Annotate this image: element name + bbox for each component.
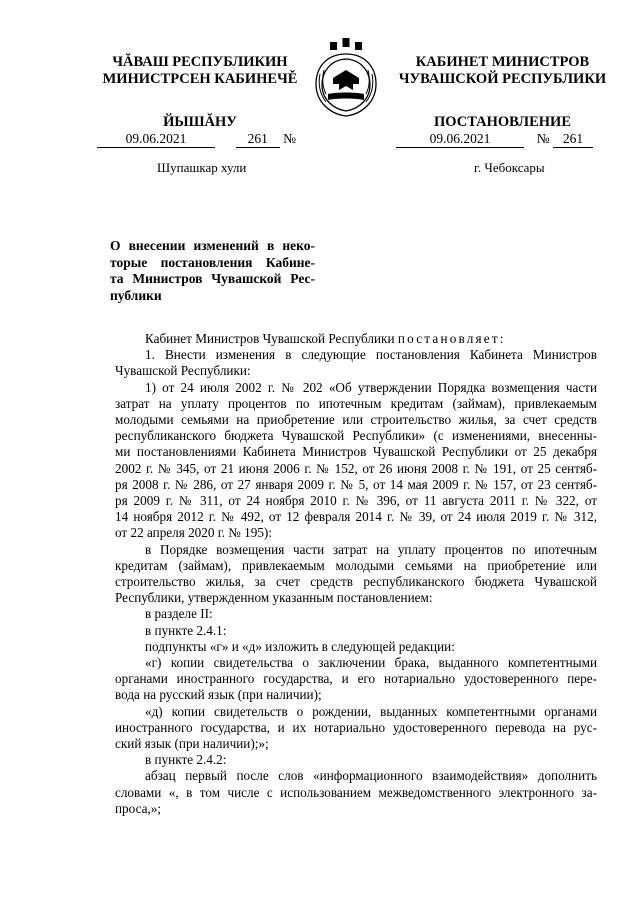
body-line: Республики, утвержденном указанным постановлением: xyxy=(115,590,433,606)
body-line: затрат на уплату процентов по ипотечным кредитам (займам), привлекаемым xyxy=(115,395,597,411)
header-left-number-sign: № xyxy=(283,131,297,146)
body-intro xyxy=(115,331,597,347)
chuvash-republic-coat-of-arms-icon xyxy=(306,34,386,120)
header-left-date: 09.06.2021 xyxy=(97,131,215,148)
body-line: в Порядке возмещения части затрат на уплату процентов по ипотечным xyxy=(145,541,597,557)
header-right-city: г. Чебоксары xyxy=(474,160,545,175)
body-line: абзац первый после слов «информационного взаимодействия» дополнить xyxy=(145,768,597,784)
header-right-line1: КАБИНЕТ МИНИСТРОВ xyxy=(415,54,590,70)
body-intro-decree-word: постановляет: xyxy=(397,331,506,346)
body-line: словами «, в том числе с использованием межведомственного электронного за- xyxy=(115,784,597,800)
header-right-line2: ЧУВАШСКОЙ РЕСПУБЛИКИ xyxy=(398,71,607,87)
body-line: проса,»; xyxy=(115,800,161,816)
header-right-date-number xyxy=(396,131,593,148)
body-line: вода на русский язык (при наличии); xyxy=(115,687,322,703)
body-line: «д) копии свидетельств о рождении, выданных компетентными органами xyxy=(145,703,597,719)
subject-line: О внесении изменений в неко- xyxy=(110,238,315,253)
body-line: ми постановлениями Кабинета Министров Чувашской Республики от 25 декабря xyxy=(115,444,597,460)
header-right-doctype: ПОСТАНОВЛЕНИЕ xyxy=(433,114,571,130)
subject-line: торые постановления Кабине- xyxy=(110,254,315,270)
body-line: республиканского бюджета Чувашской Республики» (с изменениями, внесенны- xyxy=(115,428,597,444)
body-line: в пункте 2.4.2: xyxy=(145,752,227,768)
body-line: 1) от 24 июля 2002 г. № 202 «Об утверждении Порядка возмещения части xyxy=(145,379,597,395)
header-left-line1: ЧĂВАШ РЕСПУБЛИКИН xyxy=(112,54,288,70)
body-line: 14 ноября 2012 г. № 492, от 12 февраля 2014 г. № 39, от 24 июля 2019 г. № 312, xyxy=(115,509,597,525)
document-body xyxy=(115,331,597,817)
body-line: в разделе II: xyxy=(145,606,213,622)
subject-line: публики xyxy=(110,287,162,303)
body-intro-prefix: Кабинет Министров Чувашской Республики xyxy=(145,331,398,346)
body-line: молодыми семьями на приобретение или строительство жилья, за счет средств xyxy=(115,412,597,428)
document-subject xyxy=(110,238,315,304)
body-line: иностранного государства, и их нотариально удостоверенного перевода на рус- xyxy=(115,719,597,735)
body-line: ский язык (при наличии);»; xyxy=(115,736,269,752)
body-line: подпункты «г» и «д» изложить в следующей редакции: xyxy=(145,638,455,654)
body-line: в пункте 2.4.1: xyxy=(145,622,227,638)
header-left-doctype: ЙЫШĂНУ xyxy=(163,114,237,130)
header-right xyxy=(395,54,610,131)
body-line: строительство жилья, за счет средств республиканского бюджета Чувашской xyxy=(115,574,597,590)
header-left-number: 261 xyxy=(236,131,280,148)
header-right-number: 261 xyxy=(553,131,593,148)
subject-line: та Министров Чувашской Рес- xyxy=(110,271,315,286)
header-right-number-sign: № xyxy=(536,131,550,146)
header-left-line2: МИНИСТРСЕН КАБИНЕЧĚ xyxy=(102,71,298,87)
body-line: кредитам (займам), привлекаемым молодыми семьями на приобретение или xyxy=(115,557,597,573)
header-left xyxy=(85,54,315,131)
body-line: Чувашской Республики: xyxy=(115,363,251,379)
body-line: органами иностранного государства, и его нотариально удостоверенного пере- xyxy=(115,671,597,687)
body-line: ря 2009 г. № 311, от 24 ноября 2010 г. № 396, от 11 августа 2011 г. № 322, от xyxy=(115,493,597,509)
body-line: 2002 г. № 345, от 21 июня 2006 г. № 152, от 26 июня 2008 г. № 191, от 25 сентяб- xyxy=(115,460,597,476)
header-left-date-number xyxy=(97,131,296,148)
header-right-date: 09.06.2021 xyxy=(396,131,524,148)
body-line: ря 2008 г. № 286, от 27 января 2009 г. № 5, от 14 мая 2009 г. № 157, от 23 сентяб- xyxy=(115,476,597,492)
body-line: «г) копии свидетельства о заключении брака, выданного компетентными xyxy=(145,655,597,671)
body-line: от 22 апреля 2020 г. № 195): xyxy=(115,525,272,541)
header-left-city: Шупашкар хули xyxy=(157,160,247,175)
body-line: 1. Внести изменения в следующие постановления Кабинета Министров xyxy=(145,347,597,363)
